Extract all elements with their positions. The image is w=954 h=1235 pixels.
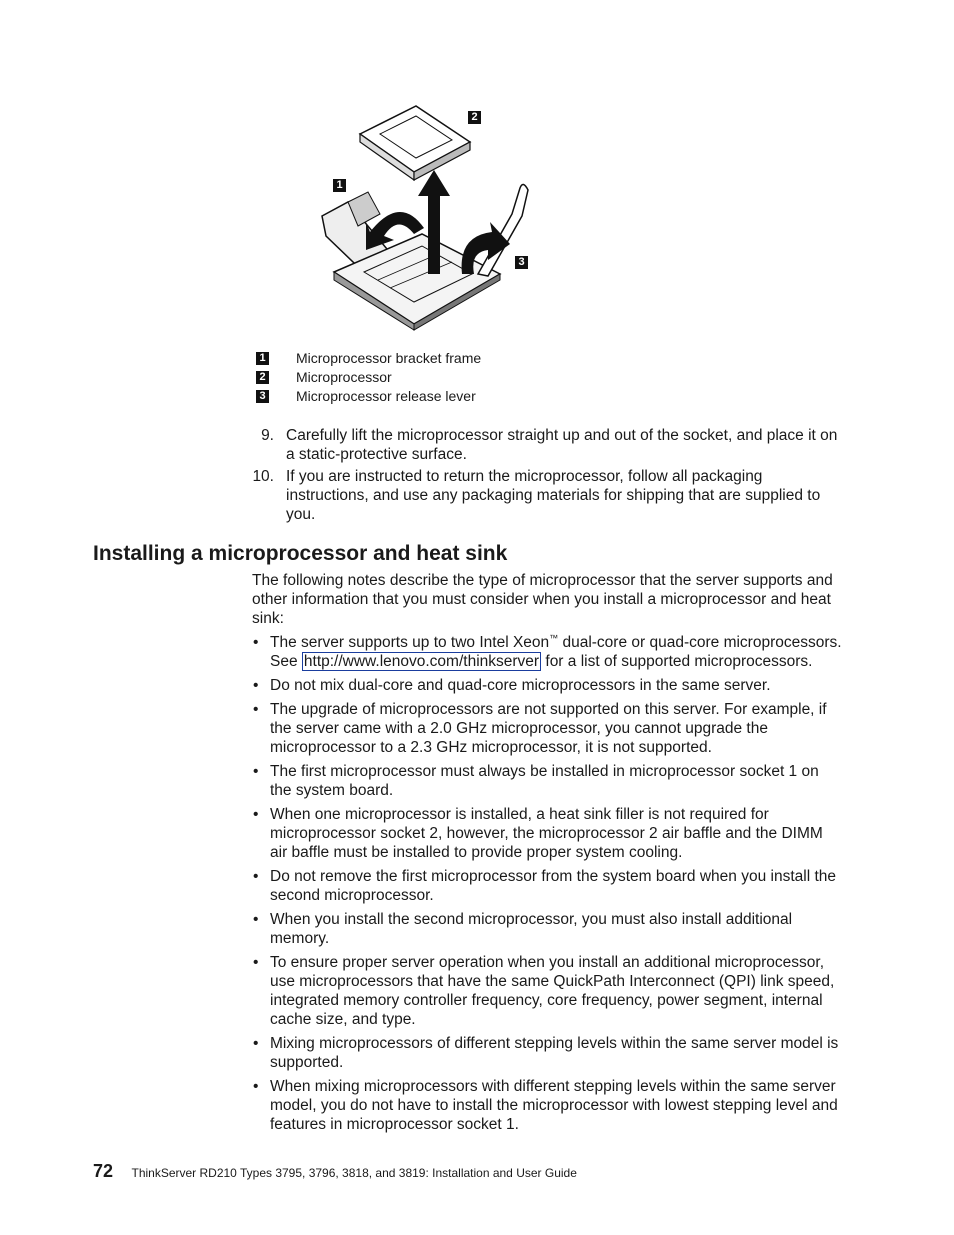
bullet-text: dual-core or quad-core microprocessors. See — [270, 634, 842, 670]
bullet-text: The upgrade of microprocessors are not supported on this server. For example, if the server came with a 2.0 GHz microprocessor, you cannot upgrade the microprocessor to a 2.3 GHz microprocessor, it is not supported. — [270, 701, 827, 756]
callout-3: 3 — [515, 256, 528, 269]
legend-callout-2: 2 — [256, 371, 269, 384]
bullet-item — [252, 676, 844, 695]
bullet-dot: • — [253, 701, 259, 718]
procedure-steps — [248, 426, 848, 527]
bullet-item — [252, 1077, 844, 1134]
legend-label: Microprocessor release lever — [296, 388, 476, 404]
bullet-dot: • — [253, 954, 259, 971]
bullet-text: To ensure proper server operation when you install an additional microprocessor, use microprocessors that have the same QuickPath Interconnect (QPI) link speed, integrated memory controller frequency, core frequency, power segment, internal cache size, and type. — [270, 954, 835, 1028]
trademark-symbol: ™ — [549, 632, 559, 643]
lenovo-thinkserver-link[interactable]: http://www.lenovo.com/thinkserver — [303, 653, 540, 670]
bullet-dot: • — [253, 911, 259, 928]
step-text: Carefully lift the microprocessor straight up and out of the socket, and place it on a static-protective surface. — [286, 427, 838, 463]
step-10 — [248, 467, 848, 524]
bullet-dot: • — [253, 1035, 259, 1052]
bullet-dot: • — [253, 806, 259, 823]
bullet-text: The first microprocessor must always be installed in microprocessor socket 1 on the system board. — [270, 763, 819, 799]
bullet-item — [252, 1034, 844, 1072]
bullet-dot: • — [253, 677, 259, 694]
step-number: 9. — [261, 427, 274, 444]
bullet-item — [252, 700, 844, 757]
bullet-text: When mixing microprocessors with different stepping levels within the same server model, you do not have to install the microprocessor with lowest stepping level and features in microprocessor socket 1. — [270, 1078, 838, 1133]
bullet-item — [252, 762, 844, 800]
bullet-item — [252, 805, 844, 862]
bullet-item — [252, 953, 844, 1029]
bullet-text: The server supports up to two Intel Xeon — [270, 634, 550, 651]
bullet-item — [252, 633, 844, 671]
step-text: If you are instructed to return the microprocessor, follow all packaging instructions, and use any packaging materials for shipping that are supplied to you. — [286, 468, 821, 523]
legend-label: Microprocessor — [296, 369, 392, 385]
microprocessor-chip-drawing — [360, 106, 470, 180]
bullet-text: When one microprocessor is installed, a heat sink filler is not required for microprocessor socket 2, however, the microprocessor 2 air baffle and the DIMM air baffle must be installed to provide proper system cooling. — [270, 806, 823, 861]
notes-list — [252, 633, 844, 1134]
bullet-text: for a list of supported microprocessors. — [541, 653, 813, 670]
bullet-dot: • — [253, 868, 259, 885]
footer-title: ThinkServer RD210 Types 3795, 3796, 3818, and 3819: Installation and User Guide — [131, 1166, 577, 1180]
page-footer — [93, 1161, 577, 1182]
step-9 — [248, 426, 848, 464]
section-heading: Installing a microprocessor and heat sink — [93, 542, 508, 565]
legend-callout-1: 1 — [256, 352, 269, 365]
section-body — [252, 571, 844, 1139]
bullet-dot: • — [253, 763, 259, 780]
bullet-item — [252, 910, 844, 948]
step-number: 10. — [252, 468, 274, 485]
legend-label: Microprocessor bracket frame — [296, 350, 482, 366]
callout-2: 2 — [468, 111, 481, 124]
legend-callout-3: 3 — [256, 390, 269, 403]
bullet-dot: • — [253, 1078, 259, 1095]
page-number: 72 — [93, 1161, 114, 1181]
socket-illustration — [318, 104, 538, 332]
bullet-text: Do not mix dual-core and quad-core microprocessors in the same server. — [270, 677, 771, 694]
bullet-dot: • — [253, 634, 259, 651]
bullet-text: Do not remove the first microprocessor from the system board when you install the second microprocessor. — [270, 868, 836, 904]
callout-1: 1 — [333, 179, 346, 192]
bullet-text: When you install the second microprocessor, you must also install additional memory. — [270, 911, 793, 947]
bullet-item — [252, 867, 844, 905]
bullet-text: Mixing microprocessors of different stepping levels within the same server model is supported. — [270, 1035, 839, 1071]
microprocessor-removal-illustration — [318, 104, 538, 332]
intro-paragraph: The following notes describe the type of microprocessor that the server supports and other information that you must consider when you install a microprocessor and heat sink: — [252, 572, 833, 627]
